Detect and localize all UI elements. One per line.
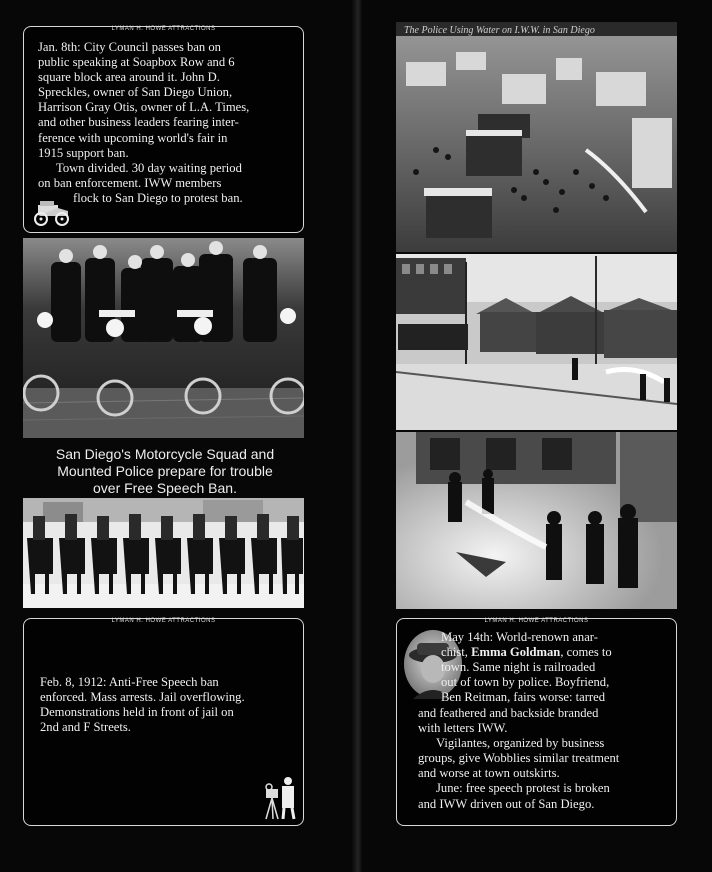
text-line: ference with upcoming world's fair in <box>38 130 228 145</box>
photo-caption <box>26 446 304 497</box>
card-header: LYMAN H. HOWE ATTRACTIONS <box>111 618 216 624</box>
text-line: Town divided. 30 day waiting period <box>56 160 242 175</box>
antique-car-icon <box>30 199 74 227</box>
text-line: Vigilantes, organized by business <box>436 736 605 751</box>
caption-line: Mounted Police prepare for trouble <box>57 463 273 479</box>
card-header: LYMAN H. HOWE ATTRACTIONS <box>484 618 589 624</box>
text-card-feb-8 <box>23 618 304 826</box>
text-line: and other business leaders fearing inter- <box>38 115 239 130</box>
photo-fire-hose-spray <box>396 432 677 609</box>
cameraman-icon <box>264 775 300 821</box>
text-line: Harrison Gray Otis, owner of L.A. Times, <box>38 100 250 115</box>
photo-water-on-iww-crowd <box>396 22 677 252</box>
text-line: 2nd and F Streets. <box>40 720 131 735</box>
text-line-with-name <box>441 645 677 660</box>
text-line: out of town by police. Boyfriend, <box>441 675 610 690</box>
text-line: on ban enforcement. IWW members <box>38 175 222 190</box>
text-line: and worse at town outskirts. <box>418 766 560 781</box>
caption-line: San Diego's Motorcycle Squad and <box>55 446 275 462</box>
text-line: with letters IWW. <box>418 721 508 736</box>
text-line: Demonstrations held in front of jail on <box>40 705 234 720</box>
text-line: Feb. 8, 1912: Anti-Free Speech ban <box>40 675 219 689</box>
photo-mounted-police <box>23 498 304 608</box>
text-line: enforced. Mass arrests. Jail overflowing. <box>40 690 245 705</box>
text-line: and feathered and backside branded <box>418 706 599 720</box>
card-header: LYMAN H. HOWE ATTRACTIONS <box>111 26 216 32</box>
text-fragment: , comes to <box>560 645 612 660</box>
text-line: flock to San Diego to protest ban. <box>73 190 243 205</box>
emma-goldman-name: Emma Goldman <box>471 645 561 660</box>
text-line: public speaking at Soapbox Row and 6 <box>38 55 235 70</box>
photo-banner-text: The Police Using Water on I.W.W. in San Diego <box>404 25 595 36</box>
text-fragment: chist, <box>441 645 472 660</box>
text-line: Jan. 8th: City Council passes ban on <box>38 40 221 54</box>
text-line: and IWW driven out of San Diego. <box>418 796 595 811</box>
photo-motorcycle-squad <box>23 238 304 438</box>
caption-line: over Free Speech Ban. <box>93 480 237 496</box>
text-line: 1915 support ban. <box>38 145 129 160</box>
page-fold <box>352 0 362 872</box>
text-line: Ben Reitman, fairs worse: tarred <box>441 690 606 705</box>
text-line: June: free speech protest is broken <box>436 781 610 796</box>
text-line: square block area around it. John D. <box>38 70 220 85</box>
text-card-may-14 <box>396 618 677 826</box>
text-line: Spreckles, owner of San Diego Union, <box>38 85 233 100</box>
photo-street-hosing <box>396 254 677 430</box>
text-line: groups, give Wobblies similar treatment <box>418 751 620 766</box>
text-line: town. Same night is railroaded <box>441 660 596 675</box>
text-card-jan-8 <box>23 26 304 233</box>
text-line: May 14th: World-renown anar- <box>441 630 598 644</box>
